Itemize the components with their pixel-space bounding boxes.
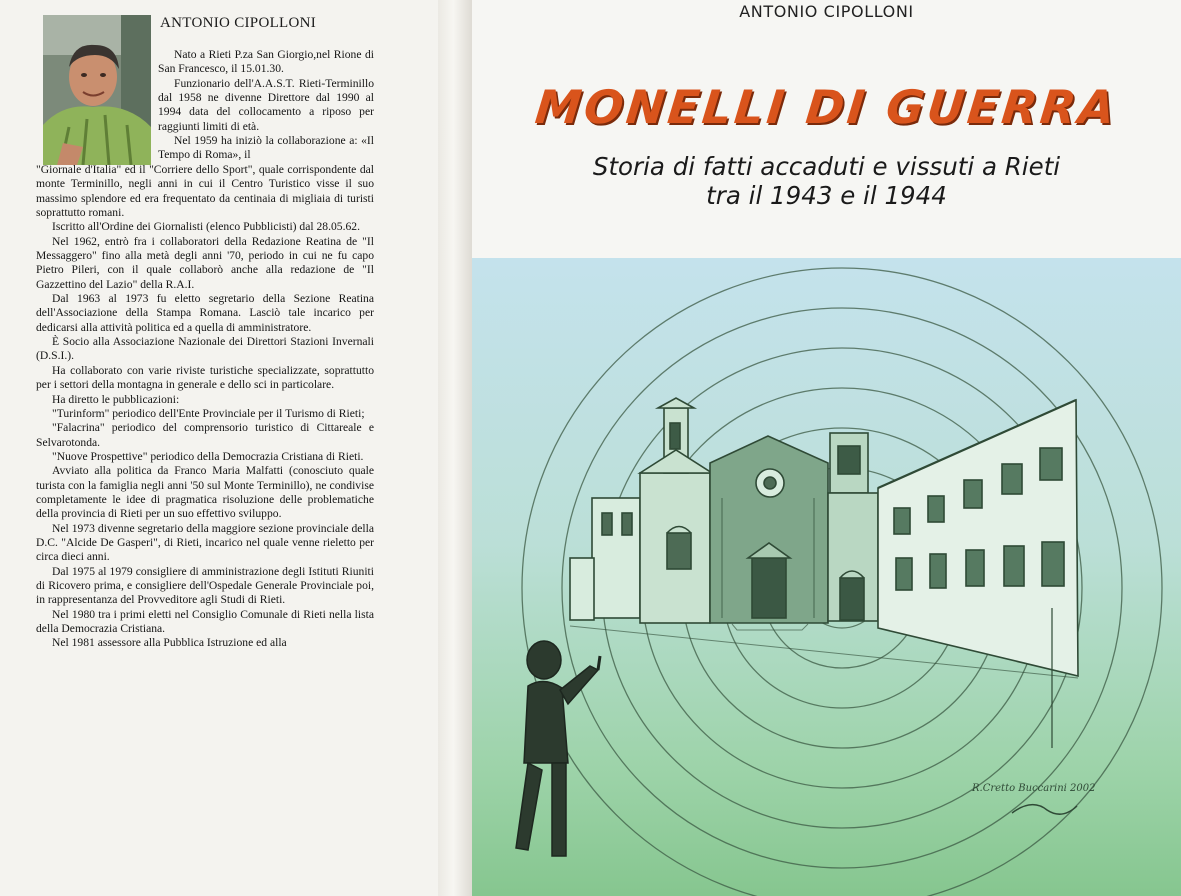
bio-paragraph: Funzionario dell'A.A.S.T. Rieti-Terminillo dal 1958 ne divenne Direttore dal 1990 al 1994 data del collocamento a riposo per raggiunti limiti di età. <box>158 76 374 133</box>
front-author: ANTONIO CIPOLLONI <box>739 2 914 21</box>
subtitle-line-2: tra il 1943 e il 1944 <box>706 181 947 210</box>
author-photo-image <box>43 15 151 165</box>
bio-paragraph: "Giornale d'Italia" ed il "Corriere dello Sport", quale corrispondente dal monte Terminillo, negli anni in cui il Centro Turistico visse il suo massimo splendore ed era frequentato da centinaia di migliaia di turisti soprattutto romani. <box>36 163 374 220</box>
signature-flourish <box>1012 805 1077 815</box>
subtitle-line-1: Storia di fatti accaduti e vissuti a Rieti <box>592 152 1061 181</box>
bio-top-text <box>158 48 374 163</box>
bio-paragraph: È Socio alla Associazione Nazionale dei Direttori Stazioni Invernali (D.S.I.). <box>36 335 374 363</box>
book-title: MONELLI DI GUERRA <box>532 80 1121 134</box>
cover-illustration <box>472 258 1181 896</box>
bio-paragraph: Nel 1959 ha iniziò la collaborazione a: «Il Tempo di Roma», il <box>158 134 374 162</box>
author-photo <box>43 15 151 165</box>
bio-paragraph: Ha diretto le pubblicazioni: <box>52 392 180 406</box>
bio-paragraph: "Nuove Prospettive" periodico della Democrazia Cristiana di Rieti. <box>52 449 364 463</box>
back-author-heading: ANTONIO CIPOLLONI <box>160 15 317 31</box>
bio-paragraph: Dal 1975 al 1979 consigliere di amministrazione degli Istituti Riuniti di Ricovero prima, e consigliere dell'Ospedale Generale Provinciale poi, in rappresentanza del Provveditore agli Studi di Rieti. <box>36 564 374 607</box>
boy-figure <box>516 641 600 856</box>
bio-paragraph: Iscritto all'Ordine dei Giornalisti (elenco Pubblicisti) dal 28.05.62. <box>52 220 360 234</box>
church-square-drawing <box>472 258 1181 896</box>
bio-paragraph: Nel 1962, entrò fra i collaboratori della Redazione Reatina de "Il Messaggero" fino alla metà degli anni '70, periodo in cui ne fu capo Pietro Pileri, con il quale collaborò anche alla redazione de "Il Gazzettino del Lazio" della R.A.I. <box>36 234 374 291</box>
second-tower <box>828 433 878 621</box>
back-cover <box>0 0 438 896</box>
church-facade <box>710 436 828 623</box>
bell-tower <box>640 398 712 623</box>
illustration-signature: R.Cretto Buccarini 2002 <box>972 783 1096 794</box>
front-cover <box>472 0 1181 896</box>
bio-paragraph: Dal 1963 al 1973 fu eletto segretario della Sezione Reatina dell'Associazione della Stampa Romana. Lasciò tale incarico per dedicarsi alla attività politica ed a quella di amministratore. <box>36 292 374 334</box>
bio-paragraph: Nel 1980 tra i primi eletti nel Consiglio Comunale di Rieti nella lista della Democrazia Cristiana. <box>36 607 374 635</box>
bio-main-text <box>36 163 374 651</box>
book-spine <box>438 0 472 896</box>
bio-paragraph: Avviato alla politica da Franco Maria Malfatti (conosciuto quale turista con la famiglia negli anni '50 sul Monte Terminillo), ne condivise completamente le idee di pragmatica risoluzione delle problematiche della provincia di Rieti per un suo effettivo sviluppo. <box>36 464 374 521</box>
bio-paragraph: Ha collaborato con varie riviste turistiche specializzate, soprattutto per i settori della montagna in generale e dello sci in particolare. <box>36 363 374 392</box>
bio-paragraph: Nel 1981 assessore alla Pubblica Istruzione ed alla <box>52 636 287 650</box>
bio-paragraph: Nel 1973 divenne segretario della maggiore sezione provinciale della D.C. "Alcide De Gasperi", di Rieti, incarico nel quale venne rieletto per circa dieci anni. <box>36 521 374 564</box>
book-subtitle <box>472 152 1181 210</box>
bio-paragraph: "Falacrina" periodico del comprensorio turistico di Cittareale e Selvarotonda. <box>36 421 374 449</box>
left-building <box>570 498 640 620</box>
right-building <box>878 400 1078 748</box>
bio-paragraph: "Turinform" periodico dell'Ente Provinciale per il Turismo di Rieti; <box>52 406 365 420</box>
bio-paragraph: Nato a Rieti P.za San Giorgio,nel Rione di San Francesco, il 15.01.30. <box>158 48 374 76</box>
